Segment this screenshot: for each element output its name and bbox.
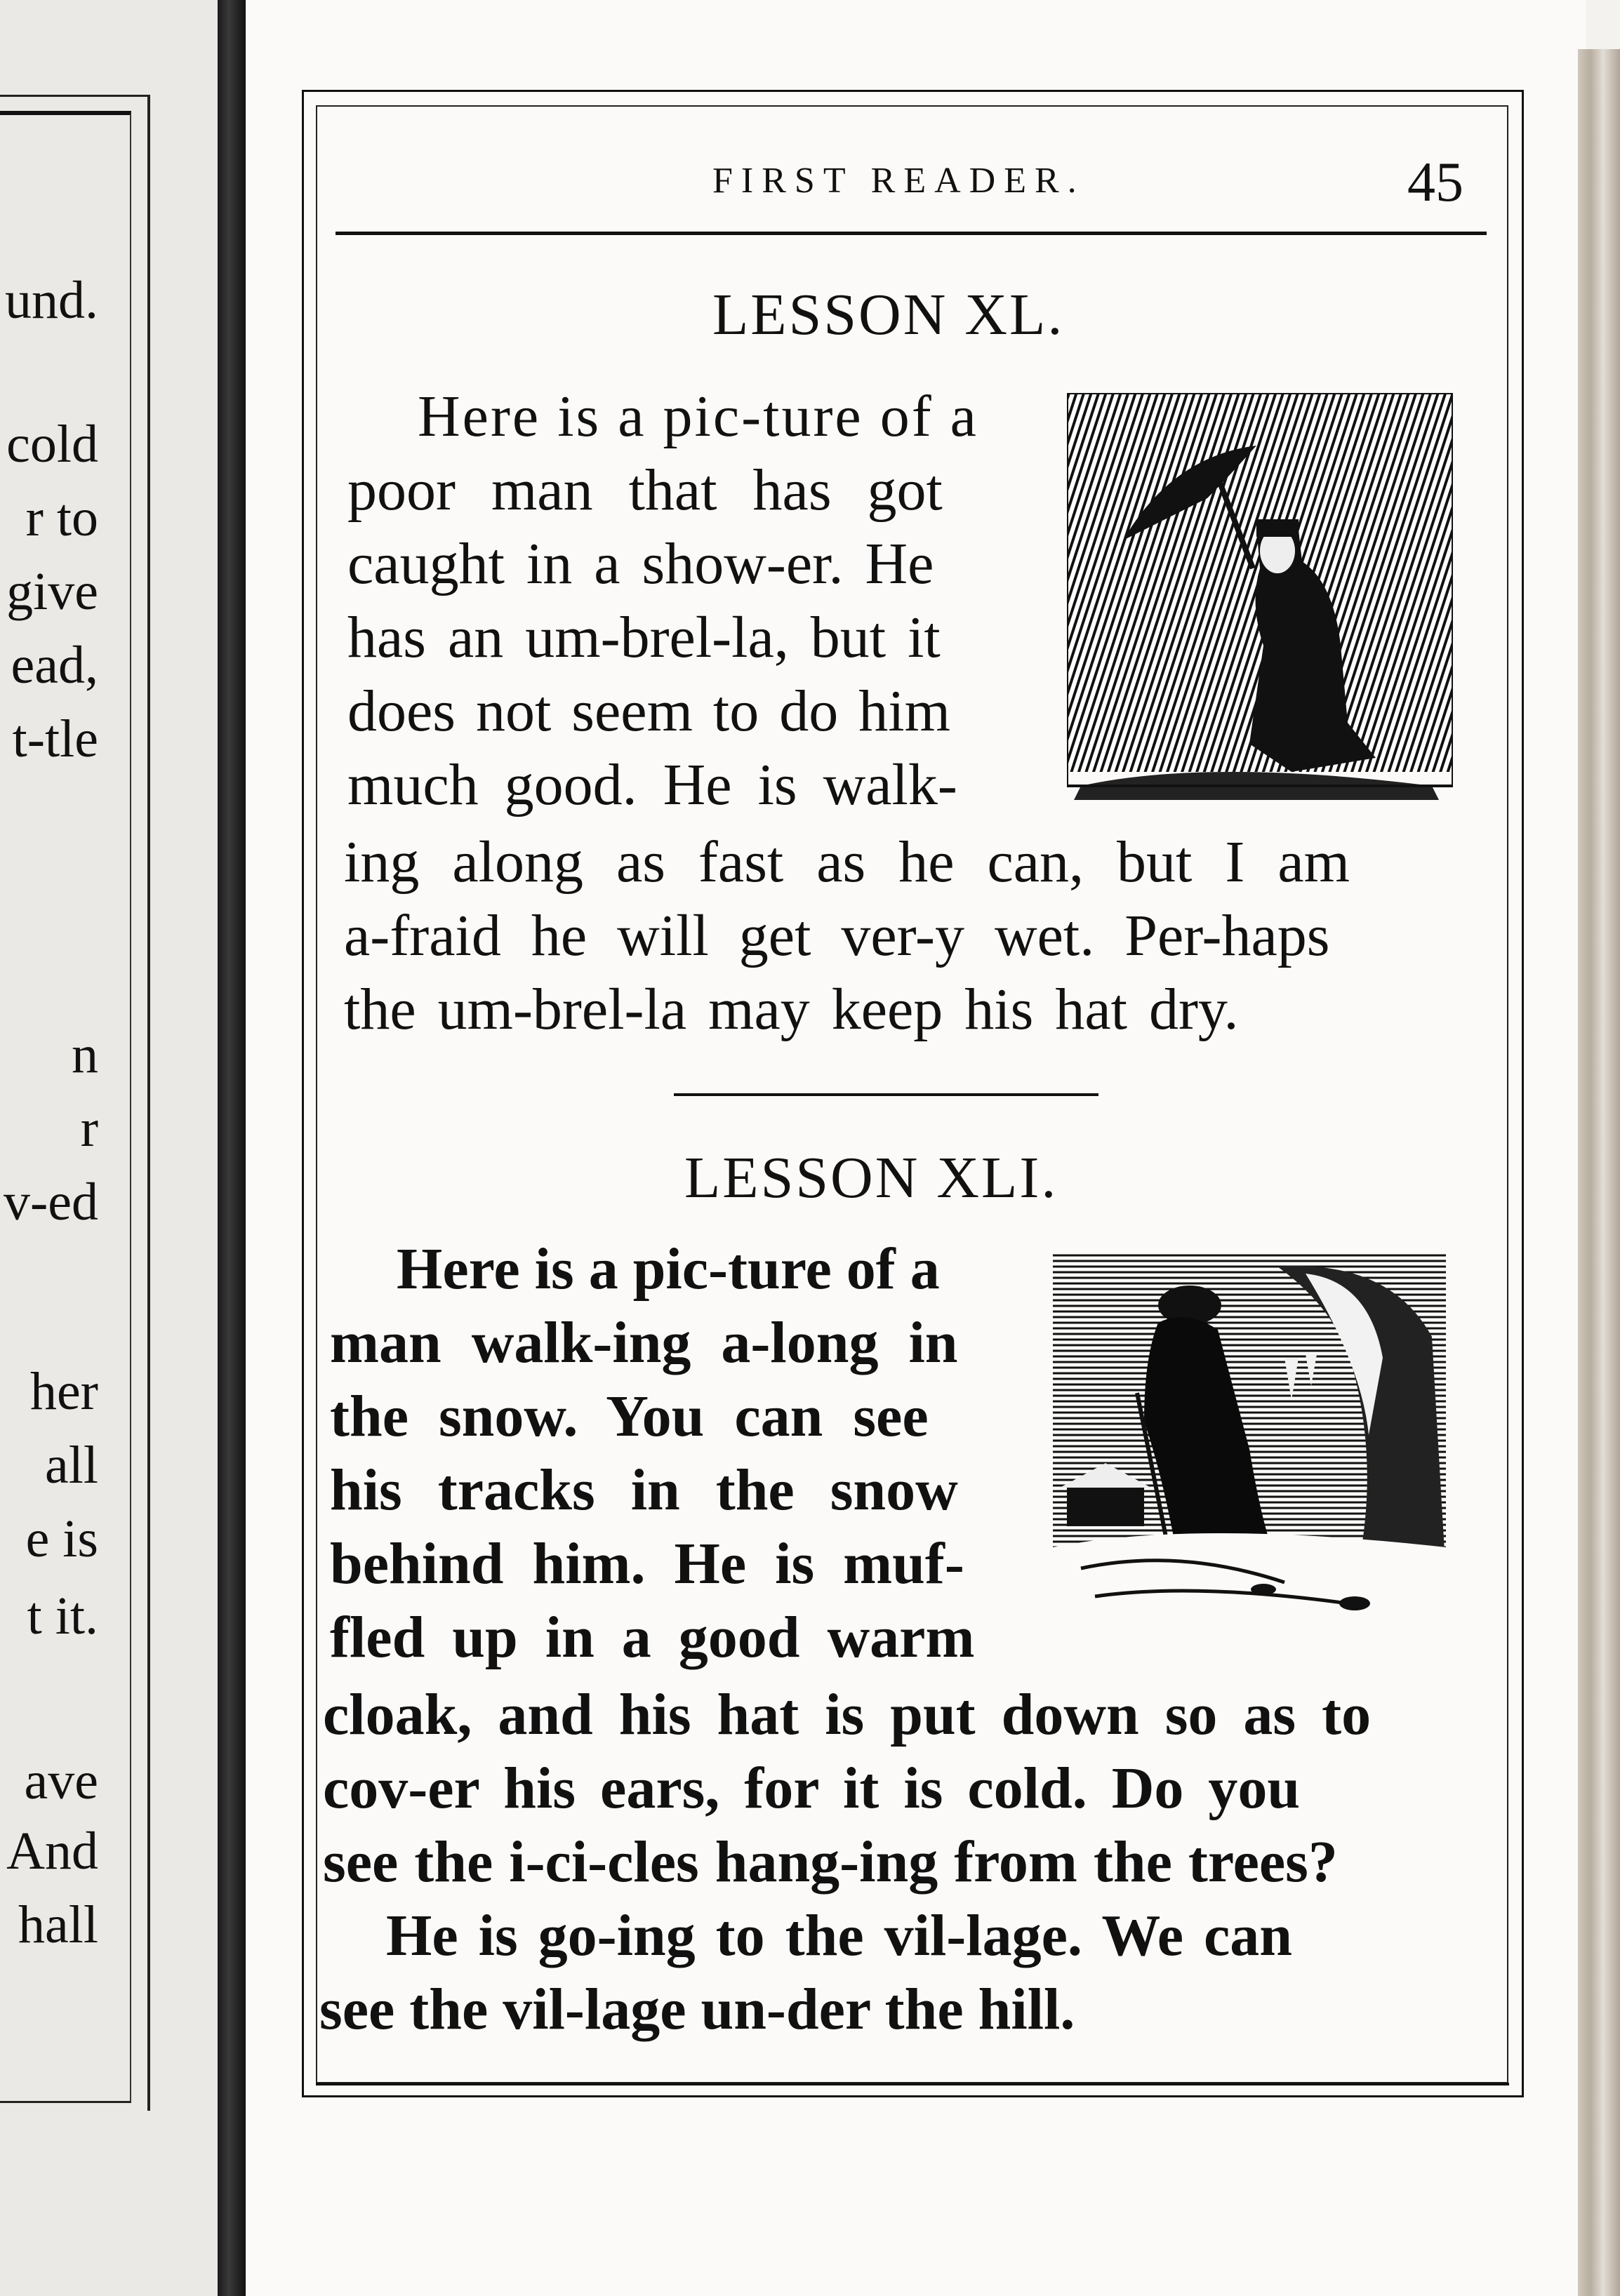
- text-line: see the i-ci-cles hang-ing from the trees?: [323, 1829, 1338, 1895]
- illustration-snow: [1053, 1253, 1446, 1631]
- left-fragment: cold: [6, 415, 98, 474]
- header-rule: [336, 232, 1487, 235]
- footer-rule: [316, 2083, 1509, 2085]
- lesson-title: LESSON XLI.: [684, 1145, 1058, 1210]
- text-line: Here is a pic-ture of a: [397, 1236, 940, 1302]
- left-fragment: hall: [18, 1895, 98, 1954]
- text-line: poor man that has got: [347, 458, 943, 523]
- text-line: fled up in a good warm: [330, 1605, 975, 1670]
- page-edges: [1578, 49, 1620, 2296]
- text-line: has an um-brel-la, but it: [347, 605, 941, 670]
- text-line: ing along as fast as he can, but I am: [344, 829, 1350, 895]
- text-line: man walk-ing a-long in: [330, 1310, 958, 1375]
- lesson-title: LESSON XL.: [712, 282, 1065, 347]
- text-line: much good. He is walk-: [347, 752, 957, 817]
- left-fragment: And: [6, 1822, 98, 1881]
- left-fragment: ave: [24, 1751, 98, 1810]
- illustration-rain: [1067, 393, 1453, 814]
- left-fragment: r: [80, 1099, 98, 1158]
- page-number: 45: [1407, 152, 1463, 213]
- text-line: cloak, and his hat is put down so as to: [323, 1682, 1372, 1747]
- left-fragment: und.: [5, 271, 98, 330]
- text-line: does not seem to do him: [347, 679, 950, 744]
- left-fragment: r to: [25, 488, 98, 547]
- text-line: cov-er his ears, for it is cold. Do you: [323, 1756, 1301, 1821]
- text-line: caught in a show-er. He: [347, 531, 934, 596]
- left-fragment: n: [72, 1025, 98, 1084]
- left-fragment: give: [6, 562, 98, 621]
- text-line: the um-brel-la may keep his hat dry.: [344, 977, 1239, 1042]
- left-fragment: her: [29, 1362, 98, 1421]
- book-spine: [218, 0, 246, 2296]
- text-line: Here is a pic-ture of a: [418, 384, 978, 449]
- snow-walker-icon: [1053, 1253, 1446, 1631]
- text-line: behind him. He is muf-: [330, 1531, 964, 1596]
- left-fragment: all: [45, 1436, 98, 1495]
- umbrella-man-icon: [1067, 393, 1453, 814]
- left-fragment: t-tle: [12, 709, 98, 768]
- left-fragment: v-ed: [3, 1173, 98, 1232]
- text-line: his tracks in the snow: [330, 1457, 958, 1523]
- text-line: a-fraid he will get ver-y wet. Per-haps: [344, 903, 1330, 968]
- left-fragment: t it.: [27, 1587, 98, 1646]
- text-line: see the vil-lage un-der the hill.: [319, 1977, 1075, 2042]
- text-line: He is go-ing to the vil-lage. We can: [386, 1903, 1293, 1968]
- running-head: FIRST READER.: [712, 161, 1085, 201]
- left-fragment: e is: [25, 1509, 98, 1568]
- left-fragment: ead,: [11, 636, 98, 695]
- text-line: the snow. You can see: [330, 1384, 929, 1449]
- section-divider: [674, 1093, 1098, 1096]
